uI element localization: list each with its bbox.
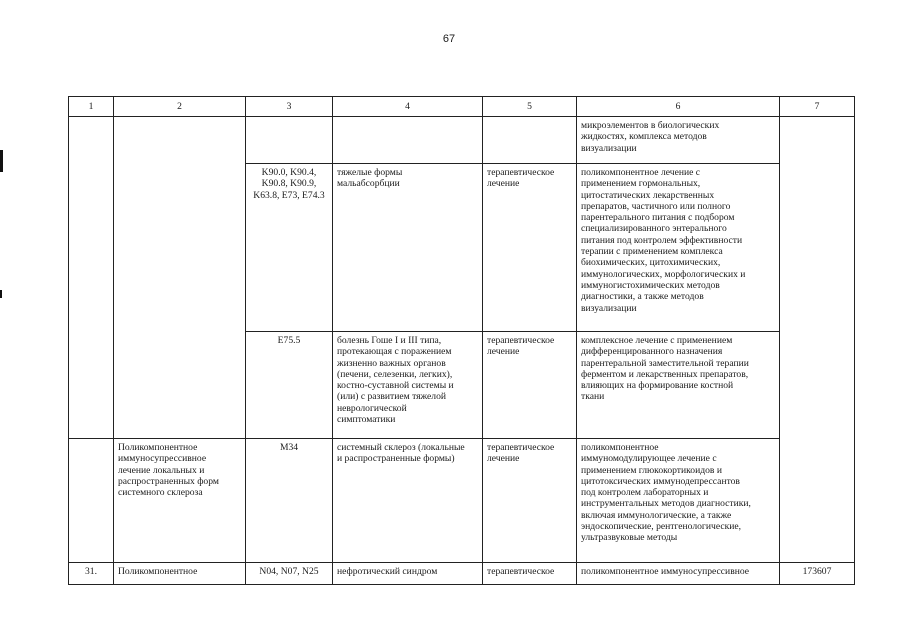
table-row	[69, 563, 855, 585]
number-cell	[69, 117, 114, 439]
header-row	[69, 97, 855, 117]
service-name-cell: Поликомпонентное иммуносупрессивное лечение локальных и распространенных форм системного склероза	[114, 439, 246, 563]
service-name-cell	[114, 117, 246, 439]
model-cell: нефротический синдром	[333, 563, 483, 585]
icd-code-cell: E75.5	[246, 332, 333, 439]
method-cell: микроэлементов в биологических жидкостях, комплекса методов визуализации	[577, 117, 780, 164]
header-cell: 7	[780, 97, 855, 117]
header-cell: 4	[333, 97, 483, 117]
header-cell: 3	[246, 97, 333, 117]
method-cell: поликомпонентное лечение с применением гормональных, цитостатических лекарственных препаратов, частичного или полного парентерального питания с подбором специализированного энтерального питания под контролем эффективности терапии с применением комплекса биохимических, цитохимических, иммунологических, морфологических и иммуногистохимических методов диагностики, а также методов визуализации	[577, 164, 780, 332]
scan-edge-mark	[0, 150, 3, 172]
model-cell	[333, 117, 483, 164]
header-cell: 2	[114, 97, 246, 117]
treatment-type-cell: терапевтическое	[483, 563, 577, 585]
header-cell: 5	[483, 97, 577, 117]
icd-code-cell	[246, 117, 333, 164]
page-number: 67	[442, 33, 456, 45]
number-cell	[69, 439, 114, 563]
scan-edge-mark	[0, 290, 2, 298]
treatment-type-cell: терапевтическое лечение	[483, 439, 577, 563]
table-row	[69, 117, 855, 164]
icd-code-cell: K90.0, K90.4, K90.8, K90.9, K63.8, E73, E74.3	[246, 164, 333, 332]
method-cell: комплексное лечение с применением дифференцированного назначения парентеральной заместительной терапии ферментом и лекарственных препаратов, влияющих на формирование костной ткани	[577, 332, 780, 439]
treatment-type-cell: терапевтическое лечение	[483, 332, 577, 439]
icd-code-cell: N04, N07, N25	[246, 563, 333, 585]
method-cell: поликомпонентное иммуносупрессивное	[577, 563, 780, 585]
model-cell: тяжелые формы мальабсорбции	[333, 164, 483, 332]
cost-cell	[780, 117, 855, 563]
method-cell: поликомпонентное иммуномодулирующее лечение с применением глюкокортикоидов и цитотоксических иммунодепрессантов под контролем лабораторных и инструментальных методов диагностики, включая иммунологические, а также эндоскопические, рентгенологические, ультразвуковые методы	[577, 439, 780, 563]
header-cell: 1	[69, 97, 114, 117]
service-name-cell: Поликомпонентное	[114, 563, 246, 585]
services-table	[68, 96, 855, 585]
treatment-type-cell	[483, 117, 577, 164]
cost-cell: 173607	[780, 563, 855, 585]
number-cell: 31.	[69, 563, 114, 585]
model-cell: болезнь Гоше I и III типа, протекающая с поражением жизненно важных органов (печени, селезенки, легких), костно-суставной системы и (или) с развитием тяжелой неврологической симптоматики	[333, 332, 483, 439]
icd-code-cell: M34	[246, 439, 333, 563]
header-cell: 6	[577, 97, 780, 117]
table-row	[69, 439, 855, 563]
model-cell: системный склероз (локальные и распространенные формы)	[333, 439, 483, 563]
treatment-type-cell: терапевтическое лечение	[483, 164, 577, 332]
